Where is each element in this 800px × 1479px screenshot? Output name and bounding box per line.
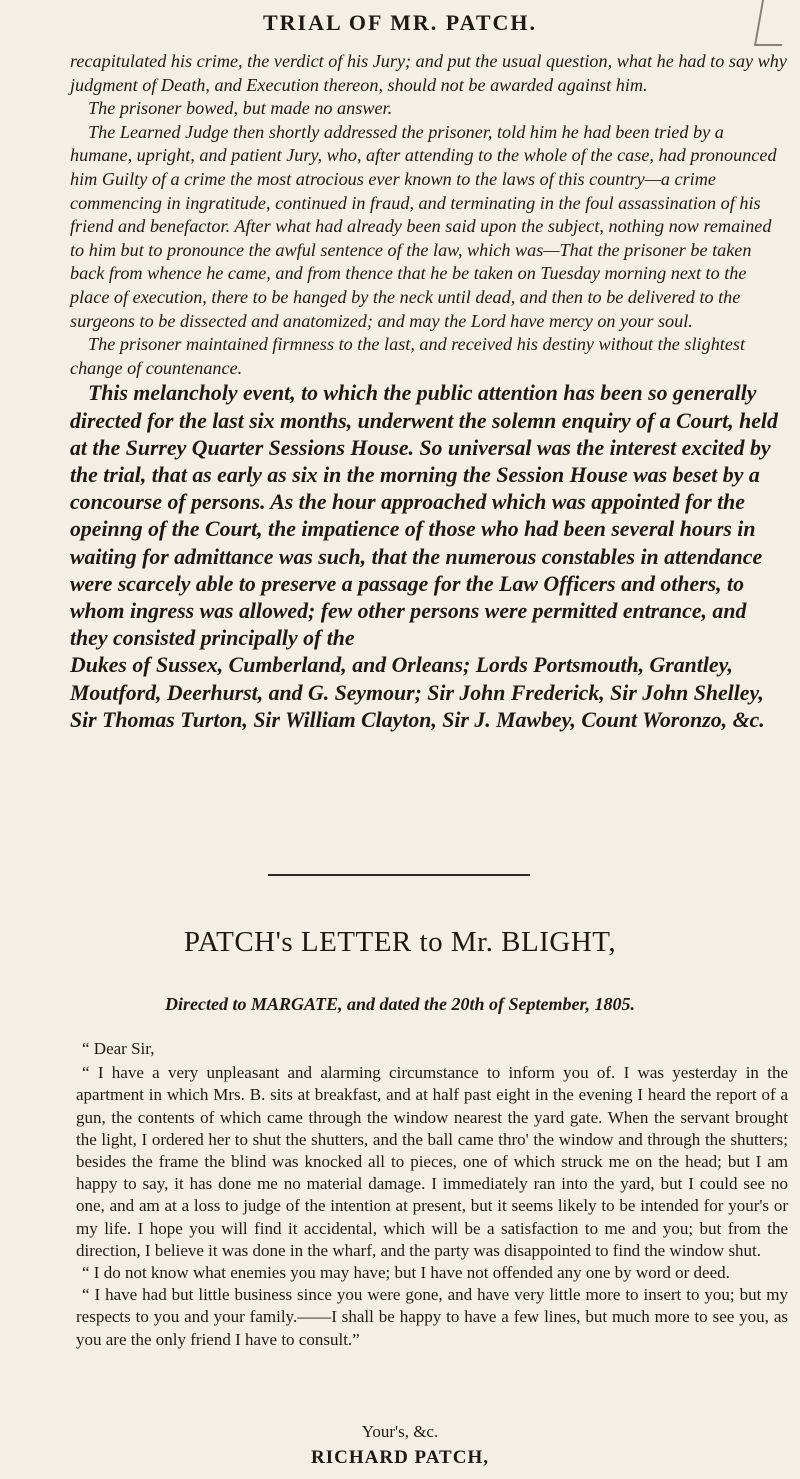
trial-paragraph: The prisoner bowed, but made no answer. xyxy=(88,98,393,119)
letter-salutation: “ Dear Sir, xyxy=(82,1039,155,1058)
trial-paragraph: The prisoner maintained firmness to the last, and received his destiny without the slightest change of countenance. xyxy=(70,334,746,378)
running-head: TRIAL OF MR. PATCH. xyxy=(262,10,538,35)
letter-title: PATCH's LETTER to Mr. BLIGHT, xyxy=(183,926,617,958)
trial-paragraph: recapitulated his crime, the verdict of his Jury; and put the usual question, what he had to say why judgment of Death, and Execution thereon, should not be awarded against him. xyxy=(70,51,787,95)
letter-paragraph: “ I have had but little business since you were gone, and have very little more to insert to you; but my respects to you and your family.——I shall be happy to have a few lines, but much more to see you, as you are the only friend I have to consult.” xyxy=(76,1285,788,1349)
trial-account xyxy=(70,50,788,734)
trial-paragraph: The Learned Judge then shortly addressed the prisoner, told him he had been tried by a humane, upright, and patient Jury, who, after attending to the whole of the case, had pronounced him Guilty of a crime the most atrocious ever known to the laws of this country—a crime commencing in ingratitude, continued in fraud, and terminating in the foul assassination of his friend and benefactor. After what had already been said upon the subject, nothing now remained to him but to pronounce the awful sentence of the law, which was—That the prisoner be taken back from whence he came, and from thence that he be taken on Tuesday morning next to the place of execution, there to be hanged by the neck until dead, and then to be delivered to the surgeons to be dissected and anatomized; and may the Lord have mercy on your soul. xyxy=(70,121,777,331)
letter-subtitle: Directed to MARGATE, and dated the 20th of September, 1805. xyxy=(164,994,635,1014)
letter-closing: Your's, &c. xyxy=(361,1422,439,1441)
trial-report-paragraph: This melancholy event, to which the public attention has been so generally directed for the last six months, underwent the solemn enquiry of a Court, held at the Surrey Quarter Sessions House. So universal was the interest excited by the trial, that as early as six in the morning the Session House was beset by a concourse of persons. As the hour approached which was appointed for the opeinng of the Court, the impatience of those who had been several hours in waiting for admittance was such, that the numerous constables in attendance were scarcely able to preserve a passage for the Law Officers and others, to whom ingress was allowed; few other persons were permitted entrance, and they consisted principally of the xyxy=(70,381,778,651)
letter-paragraph: “ I do not know what enemies you may have; but I have not offended any one by word or deed. xyxy=(82,1263,730,1283)
attendee-names: Dukes of Sussex, Cumberland, and Orleans; Lords Portsmouth, Grantley, Moutford, Deerhurst, and G. Seymour; Sir John Frederick, Sir John Shelley, Sir Thomas Turton, Sir William Clayton, Sir J. Mawbey, Count Woronzo, &c. xyxy=(70,653,765,732)
letter-signature: RICHARD PATCH, xyxy=(311,1447,489,1468)
section-divider xyxy=(268,874,530,876)
letter-paragraph: “ I have a very unpleasant and alarming circumstance to inform you of. I was yesterday in the apartment in which Mrs. B. sits at breakfast, and at half past eight in the evening I heard the report of a gun, the contents of which came through the window nearest the yard gate. When the servant brought the light, I ordered her to shut the shutters, and the ball came thro' the window and through the shutters; besides the frame the blind was knocked all to pieces, one of which struck me on the head; but I am happy to say, it has done me no material damage. I immediately ran into the yard, but I could see no one, and am at a loss to judge of the intention at present, but it seems likely to be intended for your's or my life. I hope you will find it accidental, which will be a satisfaction to me and you; but from the direction, I believe it was done in the wharf, and the party was disappointed to find the window shut. xyxy=(76,1063,788,1260)
letter-body xyxy=(76,1038,788,1351)
